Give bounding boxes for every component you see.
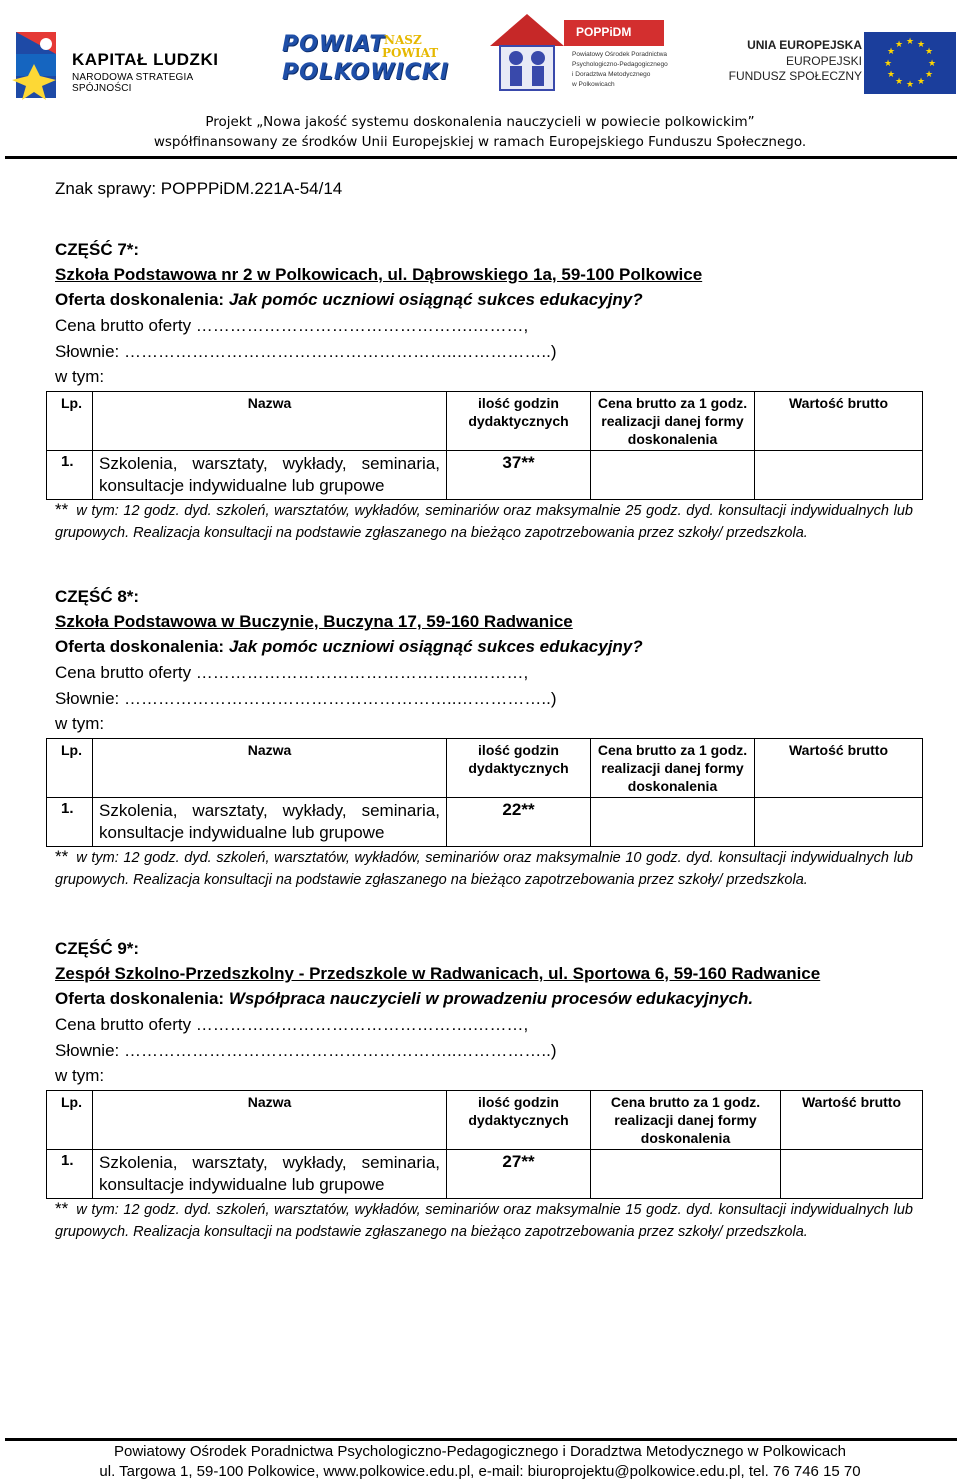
section-note	[55, 846, 913, 891]
svg-text:★: ★	[927, 59, 937, 69]
section-title: CZĘŚĆ 8*:	[55, 587, 140, 606]
row-name: Szkolenia, warsztaty, wykłady, seminaria, konsultacje indywidualne lub grupowe	[93, 451, 447, 500]
offer-label: Oferta doskonalenia:	[55, 637, 229, 656]
note-stars: **	[55, 500, 69, 519]
row-value-cell[interactable]	[755, 798, 923, 847]
svg-text:★: ★	[905, 80, 915, 90]
table-row	[47, 1150, 923, 1199]
svg-text:★: ★	[924, 70, 934, 80]
section-title: CZĘŚĆ 7*:	[55, 240, 140, 259]
col-value: Wartość brutto	[755, 739, 923, 798]
offer-topic: Jak pomóc uczniowi osiągnąć sukces edukacyjny?	[228, 637, 643, 656]
col-value: Wartość brutto	[781, 1091, 923, 1150]
section-note	[55, 499, 913, 544]
offer-line	[55, 637, 643, 657]
footer-contact: ul. Targowa 1, 59-100 Polkowice, www.polkowice.edu.pl, e-mail: biuroprojektu@polkowice.edu.pl, tel. 76 746 15 70	[99, 1463, 861, 1480]
powiat-polkowicki-logo	[278, 30, 450, 90]
row-value-cell[interactable]	[755, 451, 923, 500]
ue-text: UNIA EUROPEJSKA EUROPEJSKI FUNDUSZ SPOŁECZNY	[728, 38, 862, 83]
note-stars: **	[55, 847, 69, 866]
row-lp: 1.	[47, 451, 93, 500]
including-label: w tym:	[55, 1066, 105, 1085]
footer-divider	[5, 1438, 957, 1441]
school-address: Szkoła Podstawowa w Buczynie, Buczyna 17, 59-160 Radwanice	[55, 612, 573, 631]
including-label: w tym:	[55, 367, 105, 386]
nasz-word: NASZ	[384, 33, 422, 47]
col-price: Cena brutto za 1 godz. realizacji danej formy doskonalenia	[591, 739, 755, 798]
table-row	[47, 451, 923, 500]
offer-topic: Współpraca nauczycieli w prowadzeniu procesów edukacyjnych.	[228, 989, 754, 1008]
row-lp: 1.	[47, 798, 93, 847]
project-funding: współfinansowany ze środków Unii Europejskiej w ramach Europejskiego Funduszu Społecznego.	[153, 134, 807, 150]
svg-text:★: ★	[883, 59, 893, 69]
row-price-cell[interactable]	[591, 798, 755, 847]
offer-line	[55, 290, 643, 310]
kapital-ludzki-emblem-icon	[8, 24, 64, 102]
words-field[interactable]: Słownie: …………………………………………………..……………..)	[55, 342, 557, 361]
offer-table	[46, 738, 923, 847]
row-price-cell[interactable]	[591, 1150, 781, 1199]
poppidm-logo	[484, 6, 674, 94]
col-hours: ilość godzin dydaktycznych	[447, 392, 591, 451]
row-hours: 22**	[447, 798, 591, 847]
row-hours: 37**	[447, 451, 591, 500]
note-text: w tym: 12 godz. dyd. szkoleń, warsztatów, wykładów, seminariów oraz maksymalnie 10 godz. dyd. konsultacji indywidualnych lub grupowych. Realizacja konsultacji na podstawie zgłaszanego na bieżąco zapotrzebowania przez szkoły/ przedszkola.	[55, 850, 913, 888]
words-field[interactable]: Słownie: …………………………………………………..……………..)	[55, 689, 557, 708]
price-field[interactable]: Cena brutto oferty ………………………………………….………,	[55, 663, 529, 682]
unia-europejska-logo	[722, 30, 958, 96]
svg-text:★: ★	[886, 47, 896, 57]
svg-text:★: ★	[924, 47, 934, 57]
svg-text:★: ★	[894, 77, 904, 87]
header-divider	[5, 156, 957, 159]
svg-text:★: ★	[894, 40, 904, 50]
powiat-word: POWIAT	[282, 32, 386, 57]
col-hours: ilość godzin dydaktycznych	[447, 1091, 591, 1150]
svg-text:★: ★	[916, 77, 926, 87]
note-text: w tym: 12 godz. dyd. szkoleń, warsztatów, wykładów, seminariów oraz maksymalnie 15 godz. dyd. konsultacji indywidualnych lub grupowych. Realizacja konsultacji na podstawie zgłaszanego na bieżąco zapotrzebowania przez szkoły/ przedszkola.	[55, 1202, 913, 1240]
row-price-cell[interactable]	[591, 451, 755, 500]
table-row	[47, 798, 923, 847]
svg-text:★: ★	[916, 40, 926, 50]
col-price: Cena brutto za 1 godz. realizacji danej formy doskonalenia	[591, 392, 755, 451]
eu-flag-icon	[864, 32, 956, 94]
offer-line	[55, 989, 753, 1009]
page-header	[0, 0, 960, 160]
svg-text:★: ★	[886, 70, 896, 80]
row-hours: 27**	[447, 1150, 591, 1199]
col-name: Nazwa	[93, 392, 447, 451]
table-header-row	[47, 392, 923, 451]
col-value: Wartość brutto	[755, 392, 923, 451]
kapital-ludzki-logo	[8, 24, 248, 102]
poppidm-name: POPPiDM	[564, 20, 664, 46]
row-lp: 1.	[47, 1150, 93, 1199]
row-name: Szkolenia, warsztaty, wykłady, seminaria, konsultacje indywidualne lub grupowe	[93, 1150, 447, 1199]
including-label: w tym:	[55, 714, 105, 733]
school-address: Zespół Szkolno-Przedszkolny - Przedszkole w Radwanicach, ul. Sportowa 6, 59-160 Radwanice	[55, 964, 821, 983]
col-lp: Lp.	[47, 739, 93, 798]
price-field[interactable]: Cena brutto oferty ………………………………………….………,	[55, 316, 529, 335]
section-title: CZĘŚĆ 9*:	[55, 939, 140, 958]
poppidm-description: Powiatowy Ośrodek Poradnictwa Psychologiczno-Pedagogicznego i Doradztwa Metodycznego w Polkowicach	[572, 51, 668, 88]
table-header-row	[47, 739, 923, 798]
section-note	[55, 1198, 913, 1243]
col-price: Cena brutto za 1 godz. realizacji danej formy doskonalenia	[591, 1091, 781, 1150]
col-hours: ilość godzin dydaktycznych	[447, 739, 591, 798]
offer-table	[46, 1090, 923, 1199]
words-field[interactable]: Słownie: …………………………………………………..……………..)	[55, 1041, 557, 1060]
offer-table	[46, 391, 923, 500]
offer-label: Oferta doskonalenia:	[55, 290, 229, 309]
offer-topic: Jak pomóc uczniowi osiągnąć sukces edukacyjny?	[228, 290, 643, 309]
row-name: Szkolenia, warsztaty, wykłady, seminaria, konsultacje indywidualne lub grupowe	[93, 798, 447, 847]
case-number: Znak sprawy: POPPPiDM.221A-54/14	[55, 179, 343, 198]
note-stars: **	[55, 1199, 69, 1218]
col-name: Nazwa	[93, 739, 447, 798]
school-address: Szkoła Podstawowa nr 2 w Polkowicach, ul. Dąbrowskiego 1a, 59-100 Polkowice	[55, 265, 703, 284]
offer-label: Oferta doskonalenia:	[55, 989, 229, 1008]
col-name: Nazwa	[93, 1091, 447, 1150]
note-text: w tym: 12 godz. dyd. szkoleń, warsztatów, wykładów, seminariów oraz maksymalnie 25 godz. dyd. konsultacji indywidualnych lub grupowych. Realizacja konsultacji na podstawie zgłaszanego na bieżąco zapotrzebowania przez szkoły/ przedszkola.	[55, 503, 913, 541]
kapital-ludzki-title: KAPITAŁ LUDZKI	[72, 50, 219, 69]
col-lp: Lp.	[47, 392, 93, 451]
powiat-tag-word: POWIAT	[382, 46, 439, 60]
poppidm-house-icon	[484, 6, 570, 94]
col-lp: Lp.	[47, 1091, 93, 1150]
row-value-cell[interactable]	[781, 1150, 923, 1199]
polkowicki-word: POLKOWICKI	[282, 60, 450, 85]
project-title: Projekt „Nowa jakość systemu doskonalenia nauczycieli w powiecie polkowickim”	[205, 114, 755, 130]
kapital-ludzki-subtitle: NARODOWA STRATEGIA SPÓJNOŚCI	[72, 72, 193, 94]
table-header-row	[47, 1091, 923, 1150]
price-field[interactable]: Cena brutto oferty ………………………………………….………,	[55, 1015, 529, 1034]
svg-text:★: ★	[905, 37, 915, 47]
footer-institution: Powiatowy Ośrodek Poradnictwa Psychologiczno-Pedagogicznego i Doradztwa Metodycznego w Polkowicach	[113, 1443, 847, 1460]
